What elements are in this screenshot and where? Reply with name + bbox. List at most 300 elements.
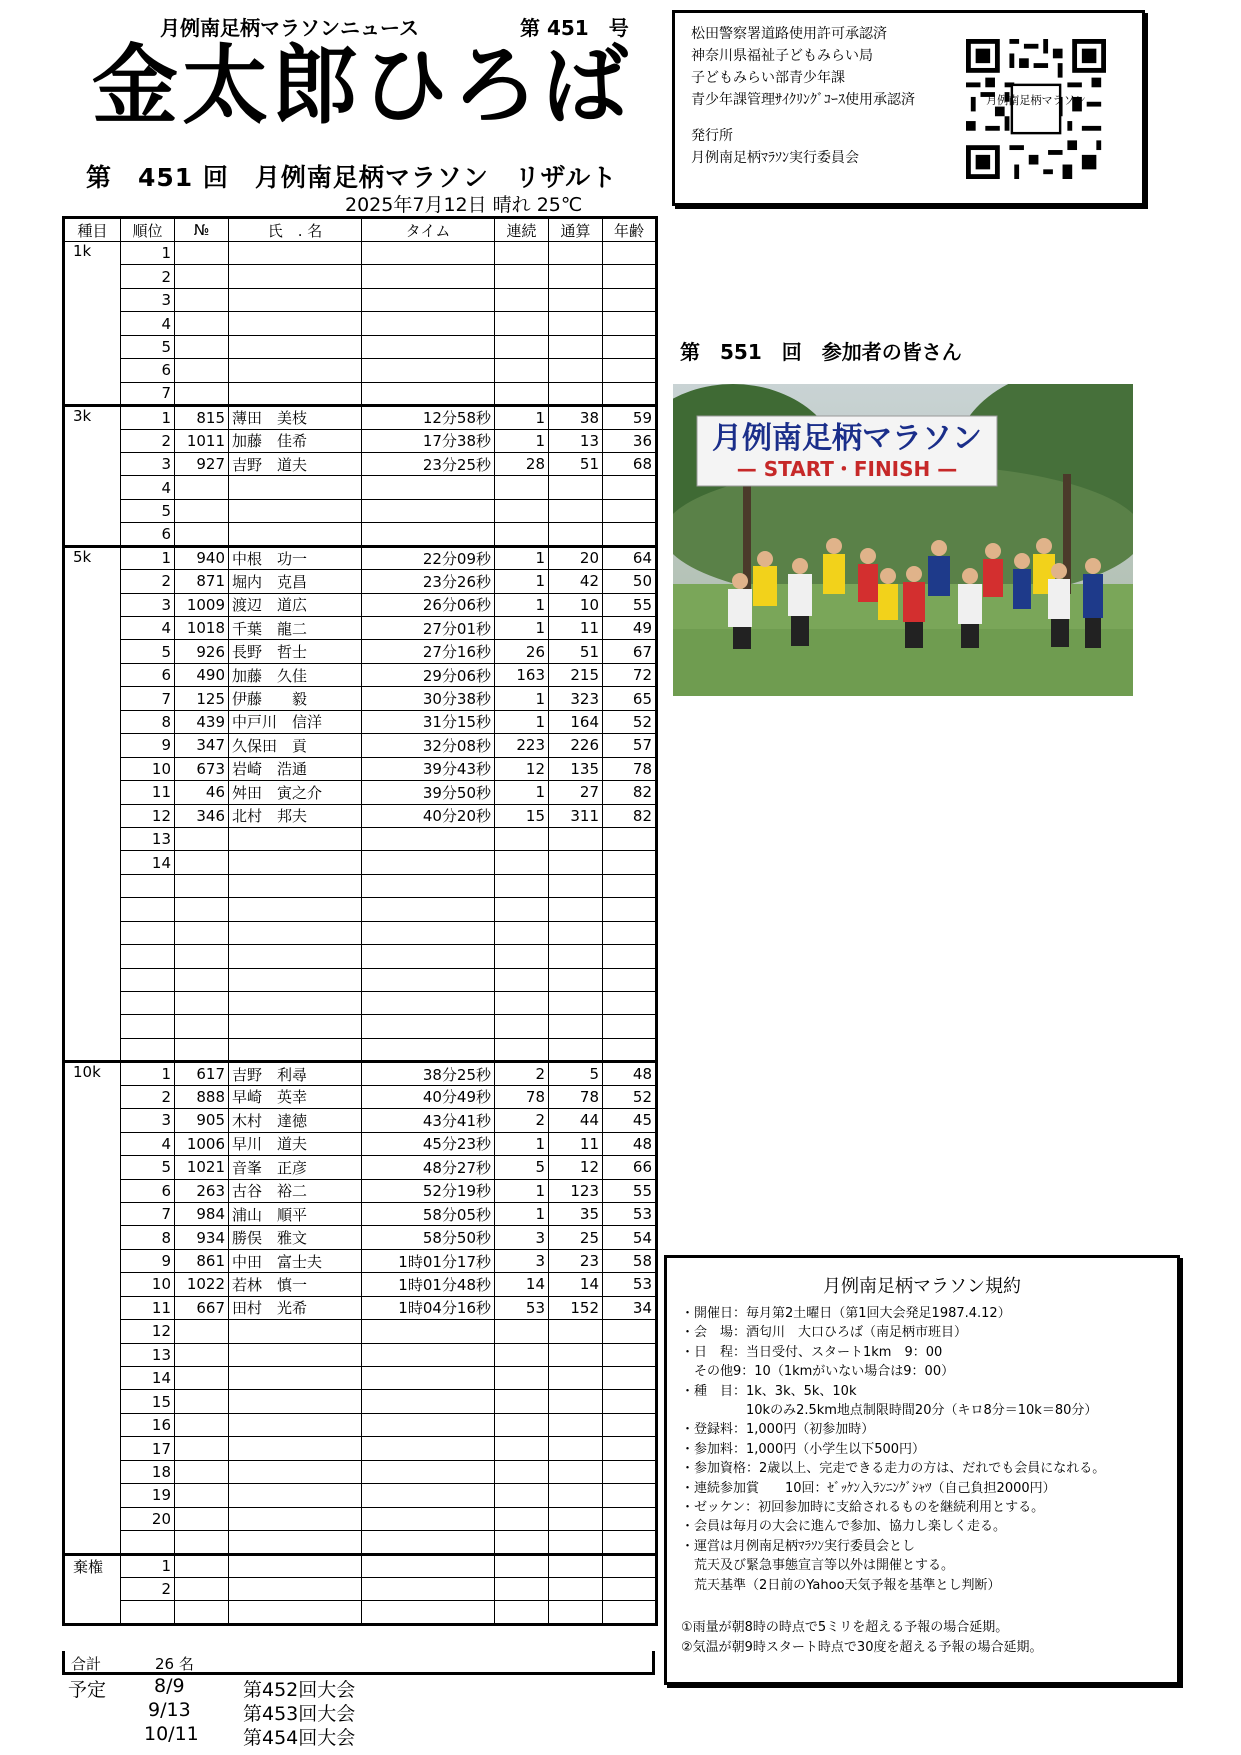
consecutive-cell [495, 921, 549, 944]
table-row [64, 359, 657, 382]
table-row [64, 1085, 657, 1108]
age-cell: 52 [603, 710, 657, 733]
age-cell [603, 921, 657, 944]
rule-line: ・ゼッケン：初回参加時に支給されるものを継続利用とする。 [681, 1500, 1045, 1515]
rank-cell: 10 [121, 757, 175, 780]
bib-cell [175, 288, 229, 311]
consecutive-cell: 14 [495, 1273, 549, 1296]
total-cell [549, 898, 603, 921]
consecutive-cell: 1 [495, 687, 549, 710]
age-cell [603, 242, 657, 265]
name-cell [229, 335, 362, 358]
consecutive-cell [495, 1367, 549, 1390]
consecutive-cell [495, 1507, 549, 1530]
rule-line: ・日 程：当日受付、スタート1km 9：00 [681, 1344, 943, 1360]
rank-cell: 17 [121, 1437, 175, 1460]
table-row [64, 288, 657, 311]
name-cell: 北村 邦夫 [229, 804, 362, 827]
total-cell: 164 [549, 710, 603, 733]
rank-cell: 11 [121, 781, 175, 804]
table-row [64, 851, 657, 874]
consecutive-cell [495, 312, 549, 335]
rank-cell: 4 [121, 312, 175, 335]
rank-cell: 6 [121, 1179, 175, 1202]
total-cell [549, 851, 603, 874]
name-cell: 舛田 寅之介 [229, 781, 362, 804]
rank-cell: 2 [121, 429, 175, 452]
total-cell [549, 1390, 603, 1413]
age-cell: 45 [603, 1109, 657, 1132]
table-row [64, 710, 657, 733]
consecutive-cell: 1 [495, 406, 549, 429]
consecutive-cell [495, 1484, 549, 1507]
total-cell [549, 1437, 603, 1460]
bib-cell [175, 1437, 229, 1460]
bib-cell: 46 [175, 781, 229, 804]
table-row [64, 1367, 657, 1390]
time-cell [362, 242, 495, 265]
time-cell: 23分25秒 [362, 452, 495, 475]
table-row [64, 663, 657, 686]
bib-cell: 1018 [175, 617, 229, 640]
qr-center-label: 月例南足柄マラソン [986, 94, 1086, 108]
table-row [64, 898, 657, 921]
rank-cell: 1 [121, 1554, 175, 1577]
rank-cell: 2 [121, 265, 175, 288]
name-cell [229, 921, 362, 944]
name-cell [229, 1437, 362, 1460]
table-row [64, 1437, 657, 1460]
table-row [64, 734, 657, 757]
time-cell: 52分19秒 [362, 1179, 495, 1202]
time-cell: 27分01秒 [362, 617, 495, 640]
time-cell [362, 382, 495, 405]
time-cell [362, 1015, 495, 1038]
name-cell [229, 874, 362, 897]
age-cell: 48 [603, 1132, 657, 1155]
total-cell: 135 [549, 757, 603, 780]
bib-cell [175, 827, 229, 850]
table-row [64, 1531, 657, 1554]
age-cell [603, 1484, 657, 1507]
rank-cell: 14 [121, 851, 175, 874]
bib-cell [175, 312, 229, 335]
consecutive-cell [495, 968, 549, 991]
time-cell: 29分06秒 [362, 663, 495, 686]
name-cell: 岩崎 浩通 [229, 757, 362, 780]
age-cell [603, 1320, 657, 1343]
time-cell: 1時04分16秒 [362, 1296, 495, 1319]
table-row [64, 1179, 657, 1202]
time-cell: 40分20秒 [362, 804, 495, 827]
bib-cell: 984 [175, 1202, 229, 1225]
bib-cell [175, 1343, 229, 1366]
table-row [64, 687, 657, 710]
time-cell [362, 945, 495, 968]
bib-cell [175, 1577, 229, 1600]
consecutive-cell [495, 992, 549, 1015]
consecutive-cell [495, 851, 549, 874]
age-cell [603, 1577, 657, 1600]
consecutive-cell: 223 [495, 734, 549, 757]
age-cell: 55 [603, 1179, 657, 1202]
age-cell: 67 [603, 640, 657, 663]
name-cell: 千葉 龍二 [229, 617, 362, 640]
total-cell [549, 1015, 603, 1038]
bib-cell: 861 [175, 1249, 229, 1272]
table-row [64, 827, 657, 850]
time-cell [362, 1601, 495, 1624]
total-cell: 23 [549, 1249, 603, 1272]
rank-cell [121, 1038, 175, 1061]
total-cell: 311 [549, 804, 603, 827]
results-header-row [64, 218, 657, 242]
time-cell: 12分58秒 [362, 406, 495, 429]
table-row [64, 874, 657, 897]
rank-cell: 18 [121, 1460, 175, 1483]
table-row [64, 1320, 657, 1343]
rank-cell [121, 945, 175, 968]
time-cell: 40分49秒 [362, 1085, 495, 1108]
rule-line: ・種 目：1k、3k、5k、10k [681, 1383, 857, 1399]
total-cell [549, 874, 603, 897]
time-cell [362, 1460, 495, 1483]
consecutive-cell [495, 1531, 549, 1554]
bib-cell: 346 [175, 804, 229, 827]
col-header-category: 種目 [64, 218, 121, 242]
time-cell [362, 1038, 495, 1061]
age-cell [603, 1507, 657, 1530]
time-cell [362, 312, 495, 335]
name-cell: 中根 功一 [229, 546, 362, 569]
age-cell: 52 [603, 1085, 657, 1108]
age-cell: 53 [603, 1273, 657, 1296]
age-cell: 55 [603, 593, 657, 616]
rank-cell: 1 [121, 406, 175, 429]
col-header-time: タイム [362, 218, 495, 242]
time-cell [362, 288, 495, 311]
bib-cell: 347 [175, 734, 229, 757]
time-cell: 22分09秒 [362, 546, 495, 569]
qr-code-icon[interactable] [966, 39, 1106, 179]
name-cell [229, 1015, 362, 1038]
name-cell: 吉野 利尋 [229, 1062, 362, 1085]
rank-cell: 3 [121, 288, 175, 311]
total-cell: 152 [549, 1296, 603, 1319]
bib-cell [175, 851, 229, 874]
age-cell: 68 [603, 452, 657, 475]
name-cell: 渡辺 道広 [229, 593, 362, 616]
age-cell [603, 1554, 657, 1577]
bib-cell: 940 [175, 546, 229, 569]
total-cell [549, 1531, 603, 1554]
bib-cell [175, 1507, 229, 1530]
issue-number: 第 451 号 [520, 16, 629, 40]
table-row [64, 1577, 657, 1600]
bib-cell [175, 1320, 229, 1343]
consecutive-cell: 5 [495, 1156, 549, 1179]
bib-cell: 125 [175, 687, 229, 710]
schedule-date: 8/9 [154, 1675, 185, 1697]
schedule-label: 予定 [68, 1679, 107, 1701]
bib-cell [175, 265, 229, 288]
time-cell [362, 1484, 495, 1507]
total-cell [549, 1413, 603, 1436]
total-row [62, 1651, 655, 1675]
col-header-bib: № [175, 218, 229, 242]
rule-line: その他9：10（1kmがいない場合は9：00） [681, 1364, 955, 1380]
bib-cell: 905 [175, 1109, 229, 1132]
age-cell: 78 [603, 757, 657, 780]
consecutive-cell [495, 1601, 549, 1624]
age-cell [603, 1531, 657, 1554]
bib-cell: 934 [175, 1226, 229, 1249]
total-cell: 35 [549, 1202, 603, 1225]
total-cell [549, 1507, 603, 1530]
table-row [64, 617, 657, 640]
participants-photo-graphic [673, 384, 1133, 696]
name-cell: 久保田 貢 [229, 734, 362, 757]
total-cell [549, 968, 603, 991]
time-cell [362, 1413, 495, 1436]
time-cell: 27分16秒 [362, 640, 495, 663]
age-cell [603, 312, 657, 335]
time-cell: 38分25秒 [362, 1062, 495, 1085]
age-cell [603, 874, 657, 897]
consecutive-cell [495, 1343, 549, 1366]
info-line: 松田警察署道路使用許可承認済 [691, 26, 887, 42]
consecutive-cell [495, 1038, 549, 1061]
total-cell: 38 [549, 406, 603, 429]
results-table-container [62, 216, 658, 1626]
rank-cell [121, 968, 175, 991]
rank-cell: 12 [121, 804, 175, 827]
consecutive-cell: 1 [495, 429, 549, 452]
table-row [64, 1249, 657, 1272]
schedule-event: 第452回大会 [243, 1679, 356, 1701]
total-cell [549, 827, 603, 850]
age-cell [603, 827, 657, 850]
consecutive-cell: 1 [495, 781, 549, 804]
consecutive-cell: 163 [495, 663, 549, 686]
age-cell [603, 898, 657, 921]
info-line: 子どもみらい部青少年課 [691, 70, 845, 86]
category-cell: 3k [64, 406, 121, 547]
consecutive-cell: 1 [495, 617, 549, 640]
name-cell [229, 476, 362, 499]
table-row [64, 945, 657, 968]
consecutive-cell [495, 359, 549, 382]
table-row [64, 757, 657, 780]
consecutive-cell: 3 [495, 1249, 549, 1272]
table-row [64, 1601, 657, 1624]
consecutive-cell: 28 [495, 452, 549, 475]
name-cell: 浦山 順平 [229, 1202, 362, 1225]
rank-cell: 5 [121, 640, 175, 663]
total-cell: 14 [549, 1273, 603, 1296]
total-cell [549, 523, 603, 546]
name-cell [229, 1554, 362, 1577]
name-cell [229, 945, 362, 968]
table-row [64, 1296, 657, 1319]
age-cell: 48 [603, 1062, 657, 1085]
name-cell [229, 1320, 362, 1343]
name-cell: 加藤 佳希 [229, 429, 362, 452]
results-date: 2025年7月12日 晴れ 25℃ [345, 194, 583, 216]
consecutive-cell: 1 [495, 570, 549, 593]
total-cell: 11 [549, 617, 603, 640]
bib-cell: 1021 [175, 1156, 229, 1179]
bib-cell: 1011 [175, 429, 229, 452]
rule-line: 10kのみ2.5km地点制限時間20分（キロ8分＝10k＝80分） [681, 1403, 1098, 1418]
bib-cell [175, 1390, 229, 1413]
rank-cell: 11 [121, 1296, 175, 1319]
time-cell: 32分08秒 [362, 734, 495, 757]
consecutive-cell: 2 [495, 1062, 549, 1085]
time-cell: 58分05秒 [362, 1202, 495, 1225]
bib-cell [175, 1554, 229, 1577]
table-row [64, 1156, 657, 1179]
bib-cell [175, 359, 229, 382]
rank-cell: 6 [121, 523, 175, 546]
name-cell [229, 359, 362, 382]
rank-cell: 3 [121, 1109, 175, 1132]
total-cell: 20 [549, 546, 603, 569]
bib-cell: 888 [175, 1085, 229, 1108]
time-cell: 39分50秒 [362, 781, 495, 804]
age-cell [603, 476, 657, 499]
total-cell [549, 945, 603, 968]
time-cell [362, 898, 495, 921]
time-cell [362, 874, 495, 897]
bib-cell [175, 523, 229, 546]
bib-cell [175, 992, 229, 1015]
name-cell [229, 851, 362, 874]
table-row [64, 429, 657, 452]
time-cell: 31分15秒 [362, 710, 495, 733]
time-cell [362, 992, 495, 1015]
consecutive-cell: 1 [495, 593, 549, 616]
age-cell: 34 [603, 1296, 657, 1319]
age-cell [603, 1015, 657, 1038]
name-cell: 勝俣 雅文 [229, 1226, 362, 1249]
rank-cell: 5 [121, 335, 175, 358]
time-cell [362, 827, 495, 850]
rule-line: 荒天基準（2日前のYahoo天気予報を基準とし判断） [681, 1577, 1001, 1593]
name-cell: 田村 光希 [229, 1296, 362, 1319]
table-row [64, 1343, 657, 1366]
total-cell: 12 [549, 1156, 603, 1179]
rank-cell: 1 [121, 1062, 175, 1085]
consecutive-cell [495, 335, 549, 358]
col-header-consecutive: 連続 [495, 218, 549, 242]
name-cell: 吉野 道夫 [229, 452, 362, 475]
table-row [64, 968, 657, 991]
time-cell [362, 1577, 495, 1600]
info-line: 発行所 [691, 128, 733, 144]
total-cell [549, 1554, 603, 1577]
age-cell [603, 992, 657, 1015]
consecutive-cell [495, 1320, 549, 1343]
results-table [62, 216, 658, 1626]
age-cell [603, 359, 657, 382]
consecutive-cell [495, 945, 549, 968]
total-cell: 78 [549, 1085, 603, 1108]
table-row [64, 1132, 657, 1155]
total-cell: 226 [549, 734, 603, 757]
rank-cell: 15 [121, 1390, 175, 1413]
category-cell: 棄権 [64, 1554, 121, 1624]
total-cell [549, 242, 603, 265]
age-cell [603, 265, 657, 288]
table-row [64, 992, 657, 1015]
consecutive-cell [495, 499, 549, 522]
total-cell [549, 312, 603, 335]
bib-cell [175, 1484, 229, 1507]
total-cell: 44 [549, 1109, 603, 1132]
rule-line: ①雨量が朝8時の時点で5ミリを超える予報の場合延期。 [681, 1620, 1009, 1636]
rank-cell: 2 [121, 1577, 175, 1600]
consecutive-cell [495, 265, 549, 288]
table-row [64, 1202, 657, 1225]
info-line: 青少年課管理ｻｲｸﾘﾝｸﾞｺｰｽ使用承認済 [691, 92, 915, 108]
time-cell [362, 359, 495, 382]
rank-cell: 12 [121, 1320, 175, 1343]
consecutive-cell [495, 1460, 549, 1483]
age-cell [603, 335, 657, 358]
consecutive-cell: 1 [495, 710, 549, 733]
table-row [64, 452, 657, 475]
rank-cell: 13 [121, 827, 175, 850]
age-cell [603, 382, 657, 405]
time-cell [362, 1367, 495, 1390]
newsletter-subtitle: 月例南足柄マラソンニュース [160, 16, 419, 40]
bib-cell: 871 [175, 570, 229, 593]
table-row [64, 242, 657, 265]
schedule-event: 第453回大会 [243, 1703, 356, 1725]
age-cell [603, 1038, 657, 1061]
bib-cell [175, 1367, 229, 1390]
bib-cell [175, 1015, 229, 1038]
rule-line: ・運営は月例南足柄ﾏﾗｿﾝ実行委員会とし [681, 1538, 916, 1554]
age-cell: 49 [603, 617, 657, 640]
age-cell [603, 499, 657, 522]
rule-line: ・会 場：酒匂川 大口ひろば（南足柄市班目） [681, 1325, 968, 1341]
time-cell [362, 265, 495, 288]
consecutive-cell: 12 [495, 757, 549, 780]
table-row [64, 1460, 657, 1483]
time-cell [362, 1320, 495, 1343]
category-cell: 10k [64, 1062, 121, 1554]
name-cell [229, 1577, 362, 1600]
total-cell: 42 [549, 570, 603, 593]
name-cell: 堀内 克昌 [229, 570, 362, 593]
bib-cell: 1006 [175, 1132, 229, 1155]
rule-line: ・会員は毎月の大会に進んで参加、協力し楽しく走る。 [681, 1519, 1007, 1535]
consecutive-cell: 78 [495, 1085, 549, 1108]
table-row [64, 1554, 657, 1577]
table-row [64, 593, 657, 616]
rule-line: ・連続参加賞 10回：ｾﾞｯｹﾝ入ﾗﾝﾆﾝｸﾞｼｬﾂ（自己負担2000円） [681, 1480, 1056, 1496]
consecutive-cell: 3 [495, 1226, 549, 1249]
name-cell [229, 1390, 362, 1413]
table-row [64, 1484, 657, 1507]
age-cell [603, 1367, 657, 1390]
name-cell: 伊藤 毅 [229, 687, 362, 710]
bib-cell [175, 499, 229, 522]
total-value: 26 名 [155, 1655, 194, 1673]
age-cell: 65 [603, 687, 657, 710]
